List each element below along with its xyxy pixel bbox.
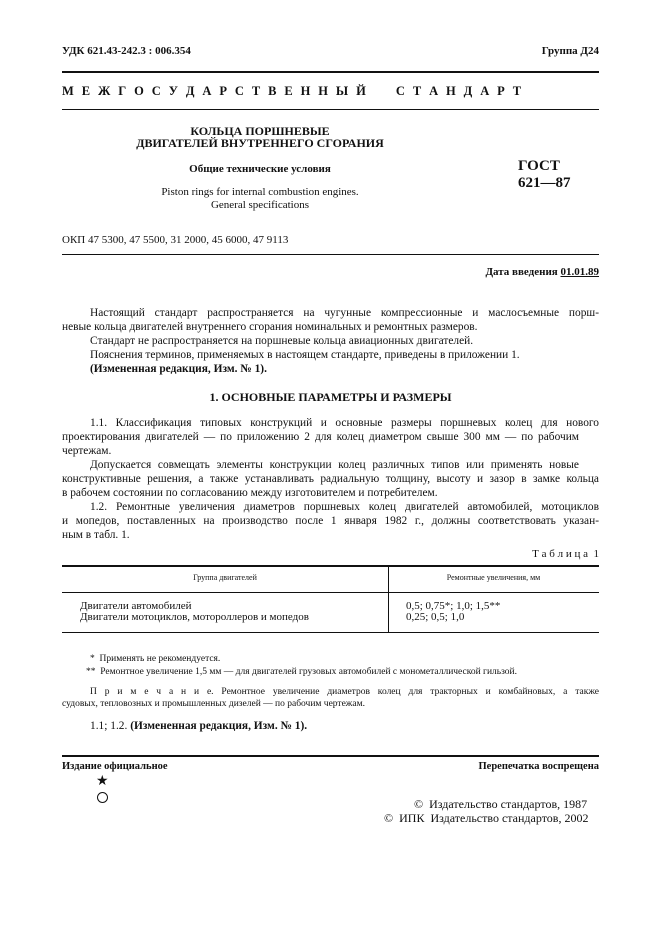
copyright-1987: © Издательство стандартов, 1987 bbox=[414, 797, 588, 811]
intro-date bbox=[485, 266, 599, 278]
note-paragraph-b: судовых, тепловозных и промышленных дизелей — по рабочим чертежам. bbox=[62, 699, 365, 709]
section-1-heading: 1. ОСНОВНЫЕ ПАРАМЕТРЫ И РАЗМЕРЫ bbox=[209, 390, 452, 404]
para-1-1-f: в рабочем состоянии по согласованию между изготовителем и потребителем. bbox=[62, 487, 438, 499]
subtitle: Общие технические условия bbox=[189, 163, 331, 175]
intro-paragraph-2: Стандарт не распространяется на поршневые кольца авиационных двигателей. bbox=[90, 335, 474, 347]
para-1-1-b: проектирования двигателей — по приложению 2 для колец диаметром свыше 300 мм — по рабочим bbox=[62, 431, 579, 443]
group-code: Группа Д24 bbox=[541, 45, 599, 57]
table-header-values: Ремонтные увеличения, мм bbox=[446, 573, 541, 582]
amendment-ref: 1.1; 1.2. bbox=[90, 720, 128, 732]
star-icon: ★ bbox=[96, 774, 109, 789]
table-caption: Т а б л и ц а 1 bbox=[532, 548, 599, 560]
footnote-1: * Применять не рекомендуется. bbox=[90, 654, 221, 664]
title-line-2: ДВИГАТЕЛЕЙ ВНУТРЕННЕГО СГОРАНИЯ bbox=[136, 136, 384, 150]
okp-rule bbox=[62, 254, 599, 255]
amendment-note-1: (Измененная редакция, Изм. № 1). bbox=[90, 363, 267, 375]
para-1-2-c: ным в табл. 1. bbox=[62, 529, 130, 541]
table-cell-values: 0,5; 0,75*; 1,0; 1,5** bbox=[406, 600, 501, 612]
table-bottom-rule bbox=[62, 632, 599, 633]
title-line-1: КОЛЬЦА ПОРШНЕВЫЕ bbox=[190, 124, 330, 138]
para-1-1-d: Допускается совмещать элементы конструкции колец различных типов или применять новые bbox=[90, 459, 579, 471]
para-1-1-a: 1.1. Классификация типовых конструкций и основные размеры поршневых колец для нового bbox=[90, 417, 599, 429]
amendment-note-2 bbox=[90, 719, 307, 734]
table-cell-group: Двигатели мотоциклов, мотороллеров и мопедов bbox=[80, 611, 309, 623]
table-header-group: Группа двигателей bbox=[193, 573, 257, 582]
table-top-rule bbox=[62, 565, 599, 567]
copyright-2002: © ИПК Издательство стандартов, 2002 bbox=[384, 811, 589, 825]
intro-date-value: 01.01.89 bbox=[560, 266, 599, 278]
footer-rule bbox=[62, 755, 599, 757]
intro-paragraph-3: Пояснения терминов, применяемых в настоящем стандарте, приведены в приложении 1. bbox=[90, 349, 520, 361]
official-edition: Издание официальное bbox=[62, 761, 168, 772]
para-1-1-c: чертежам. bbox=[62, 445, 112, 457]
note-paragraph-a: П р и м е ч а н и е. Ремонтное увеличение диаметров колец для тракторных и комбайновых, а также bbox=[90, 687, 599, 697]
udk-code: УДК 621.43-242.3 : 006.354 bbox=[62, 45, 191, 57]
banner-rule bbox=[62, 109, 599, 110]
english-title-line-2: General specifications bbox=[210, 199, 310, 211]
footnote-2: ** Ремонтное увеличение 1,5 мм — для двигателей грузовых автомобилей с монометаллической гильзой. bbox=[86, 667, 518, 677]
intro-paragraph-1b: невые кольца двигателей внутреннего сгорания номинальных и ремонтных размеров. bbox=[62, 321, 478, 333]
intro-paragraph-1a: Настоящий стандарт распространяется на чугунные компрессионные и маслосъемные порш- bbox=[90, 307, 599, 319]
table-column-divider bbox=[388, 566, 389, 632]
para-1-2-a: 1.2. Ремонтные увеличения диаметров поршневых колец двигателей автомобилей, мотоциклов bbox=[90, 501, 599, 513]
english-title-line-1: Piston rings for internal combustion engines. bbox=[161, 186, 359, 198]
para-1-2-b: и мопедов, поставленных на производство после 1 января 1982 г., должны соответствовать указан- bbox=[62, 515, 599, 527]
para-1-1-e: конструктивные решения, а также устанавливать радиальную толщину, высоту и зазор в замке кольца bbox=[62, 473, 599, 485]
reprint-prohibited: Перепечатка воспрещена bbox=[478, 761, 599, 772]
standard-banner: М Е Ж Г О С У Д А Р С Т В Е Н Н Ы Й С Т А Н Д А Р Т bbox=[62, 84, 524, 98]
gost-label: ГОСТ bbox=[518, 158, 560, 174]
intro-date-label: Дата введения bbox=[485, 266, 558, 278]
table-cell-group: Двигатели автомобилей bbox=[80, 600, 192, 612]
table-cell-values: 0,25; 0,5; 1,0 bbox=[406, 611, 465, 623]
table-header-rule bbox=[62, 592, 599, 593]
circle-icon bbox=[97, 792, 108, 803]
gost-number: 621—87 bbox=[518, 175, 571, 191]
okp-codes: ОКП 47 5300, 47 5500, 31 2000, 45 6000, 47 9113 bbox=[62, 234, 289, 246]
top-rule bbox=[62, 71, 599, 73]
amendment-text: (Измененная редакция, Изм. № 1). bbox=[130, 720, 308, 732]
